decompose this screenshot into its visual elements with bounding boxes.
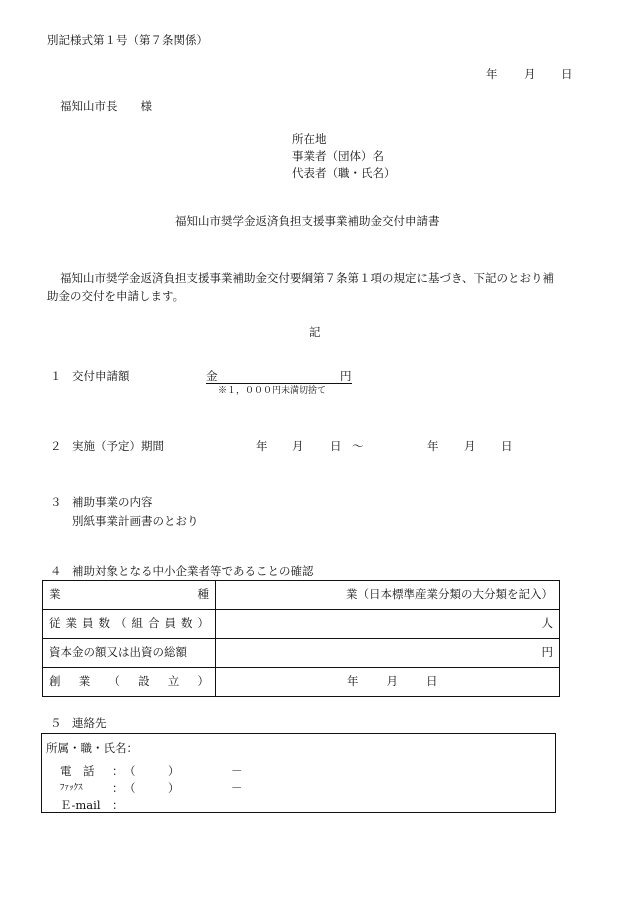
applicant-business-name: 事業者（団体）名 [292, 149, 384, 163]
tel-dash: － [231, 764, 243, 778]
body-text-line1: 福知山市奨学金返済負担支援事業補助金交付要綱第７条第１項の規定に基づき、下記のとおり補 [60, 271, 555, 285]
period-end-year: 年 [427, 439, 439, 453]
industry-label: 業 種 [43, 581, 216, 610]
table-row [43, 610, 560, 639]
period-start-day: 日 [330, 439, 342, 453]
table-row [43, 639, 560, 668]
item2-number: ２ [50, 439, 62, 453]
date-day: 日 [561, 67, 573, 81]
period-tilde: ～ [352, 439, 364, 453]
email-colon: ： [112, 798, 124, 812]
tel-colon: ： [112, 764, 124, 778]
applicant-location: 所在地 [292, 132, 327, 146]
contact-affiliation-label: 所属・職・氏名： [46, 741, 138, 755]
fax-label: ﾌｧｯｸｽ [60, 783, 83, 793]
table-row [43, 668, 560, 697]
tel-paren-close: ） [168, 764, 180, 778]
item5-number: ５ [50, 716, 62, 730]
period-end-day: 日 [501, 439, 513, 453]
capital-value: 円 [216, 639, 560, 668]
date-month: 月 [524, 67, 536, 81]
period-end-month: 月 [464, 439, 476, 453]
fax-paren-open: （ [124, 781, 136, 795]
item3-number: ３ [50, 495, 62, 509]
amount-yen: 円 [340, 369, 352, 383]
item1-label: 交付申請額 [72, 369, 130, 383]
tel-label: 電 話 [60, 764, 95, 778]
amount-field-line [206, 371, 352, 384]
period-start-month: 月 [292, 439, 304, 453]
founding-label: 創 業 （ 設 立 ） [43, 668, 216, 697]
fax-colon: ： [112, 781, 124, 795]
table-row [43, 581, 560, 610]
fax-dash: － [231, 781, 243, 795]
item3-content: 別紙事業計画書のとおり [72, 514, 199, 528]
employees-label: 従 業 員 数 （ 組 合 員 数 ） [43, 610, 216, 639]
founding-value: 年 月 日 [216, 668, 560, 697]
fax-paren-close: ） [168, 781, 180, 795]
document-title: 福知山市奨学金返済負担支援事業補助金交付申請書 [175, 214, 440, 228]
item4-label: 補助対象となる中小企業者等であることの確認 [72, 564, 314, 578]
employees-value: 人 [216, 610, 560, 639]
item3-label: 補助事業の内容 [72, 495, 153, 509]
addressee: 福知山市長 様 [60, 99, 152, 113]
item2-label: 実施（予定）期間 [72, 439, 164, 453]
body-text-line2: 助金の交付を申請します。 [47, 289, 185, 303]
item5-label: 連絡先 [72, 716, 107, 730]
industry-value: 業（日本標準産業分類の大分類を記入） [216, 581, 560, 610]
applicant-representative: 代表者（職・氏名） [292, 166, 396, 180]
form-number: 別記様式第１号（第７条関係） [47, 33, 208, 47]
tel-paren-open: （ [124, 764, 136, 778]
period-start-year: 年 [256, 439, 268, 453]
item1-number: １ [50, 369, 62, 383]
sme-confirmation-table [42, 580, 560, 697]
amount-note: ※１，０００円未満切捨て [218, 386, 327, 396]
capital-label: 資本金の額又は出資の総額 [43, 639, 216, 668]
email-label: Ｅ-mail [60, 798, 101, 812]
amount-kin: 金 [206, 369, 218, 383]
date-year: 年 [486, 67, 498, 81]
ki-heading: 記 [309, 325, 321, 339]
item4-number: ４ [50, 564, 62, 578]
